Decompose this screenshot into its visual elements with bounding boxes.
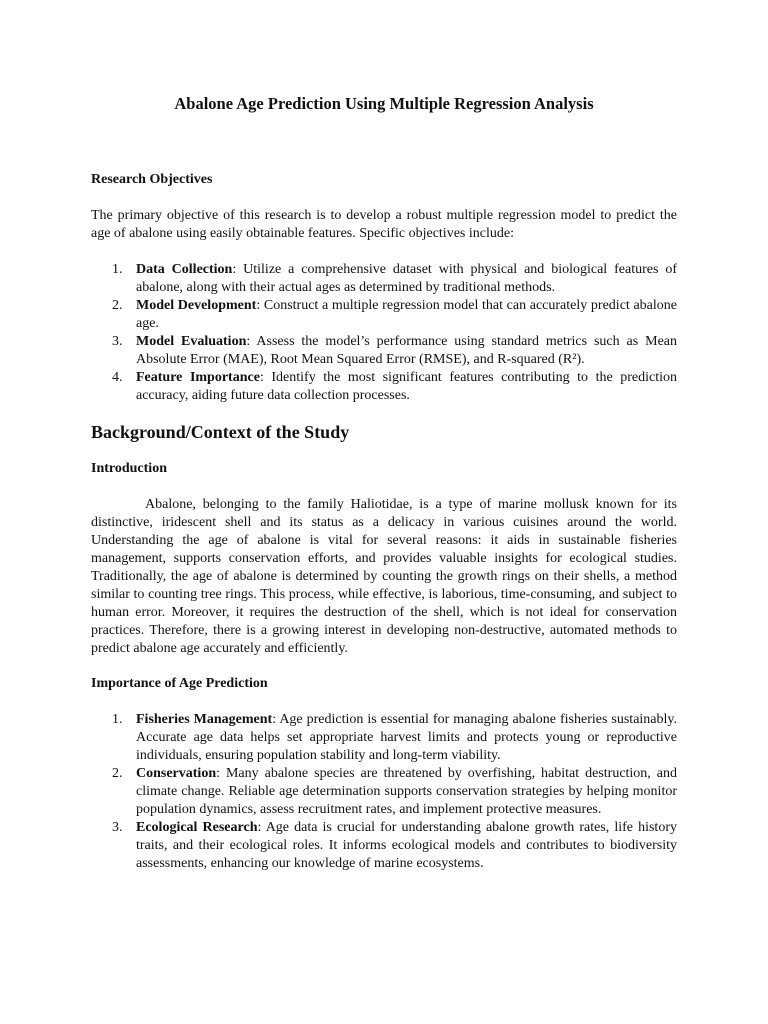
importance-list — [91, 711, 677, 873]
list-item — [91, 765, 677, 819]
list-item — [91, 711, 677, 765]
list-number: 2. — [112, 766, 123, 781]
document-title: Abalone Age Prediction Using Multiple Regression Analysis — [174, 94, 594, 113]
list-text: : Many abalone species are threatened by overfishing, habitat destruction, and climate change. Reliable age determination supports conservation strategies by helping monitor population dynamics, assess recruitment rates, and implement protective measures. — [136, 766, 677, 817]
list-text: : Utilize a comprehensive dataset with physical and biological features of abalone, along with their actual ages as determined by traditional methods. — [136, 262, 677, 295]
list-term: Conservation — [136, 766, 217, 781]
list-item — [91, 261, 677, 297]
list-term: Data Collection — [136, 262, 233, 277]
list-term: Model Development — [136, 298, 257, 313]
list-text: : Age data is crucial for understanding abalone growth rates, life history traits, and their ecological roles. It informs ecological models and contributes to biodiversity assessments, enhancing our knowledge of marine ecosystems. — [136, 820, 677, 871]
list-number: 1. — [112, 712, 123, 727]
list-number: 3. — [112, 820, 123, 835]
list-text: : Age prediction is essential for managing abalone fisheries sustainably. Accurate age data helps set appropriate harvest limits and protects young or reproductive individuals, ensuring population stability and long-term viability. — [136, 712, 677, 763]
list-item — [91, 819, 677, 873]
list-term: Feature Importance — [136, 370, 260, 385]
list-term: Fisheries Management — [136, 712, 273, 727]
list-item — [91, 369, 677, 405]
list-text: : Construct a multiple regression model that can accurately predict abalone age. — [136, 298, 677, 331]
list-number: 1. — [112, 262, 123, 277]
list-term: Model Evaluation — [136, 334, 247, 349]
research-objectives-heading: Research Objectives — [91, 172, 213, 187]
list-item — [91, 333, 677, 369]
list-number: 4. — [112, 370, 123, 385]
list-term: Ecological Research — [136, 820, 258, 835]
research-objectives-intro: The primary objective of this research is to develop a robust multiple regression model to predict the age of abalone using easily obtainable features. Specific objectives include: — [91, 208, 677, 241]
list-text: : Identify the most significant features contributing to the prediction accuracy, aiding future data collection processes. — [136, 370, 678, 403]
list-text: : Assess the model’s performance using standard metrics such as Mean Absolute Error (MAE), Root Mean Squared Error (RMSE), and R-squared (R²). — [136, 334, 677, 367]
introduction-paragraph: Abalone, belonging to the family Haliotidae, is a type of marine mollusk known for its distinctive, iridescent shell and its status as a delicacy in various cuisines around the world. Understanding the age of abalone is vital for several reasons: it aids in sustainable fisheries management, supports conservation efforts, and provides valuable insights for ecological studies. Traditionally, the age of abalone is determined by counting the growth rings on their shells, a method similar to counting tree rings. This process, while effective, is laborious, time-consuming, and subject to human error. Moreover, it requires the destruction of the shell, which is not ideal for conservation practices. Therefore, there is a growing interest in developing non-destructive, automated methods to predict abalone age accurately and efficiently. — [91, 497, 677, 656]
list-number: 3. — [112, 334, 123, 349]
objectives-list — [91, 261, 677, 405]
introduction-heading: Introduction — [91, 461, 167, 476]
list-number: 2. — [112, 298, 123, 313]
background-heading: Background/Context of the Study — [91, 422, 350, 442]
importance-heading: Importance of Age Prediction — [91, 676, 268, 691]
list-item — [91, 297, 677, 333]
